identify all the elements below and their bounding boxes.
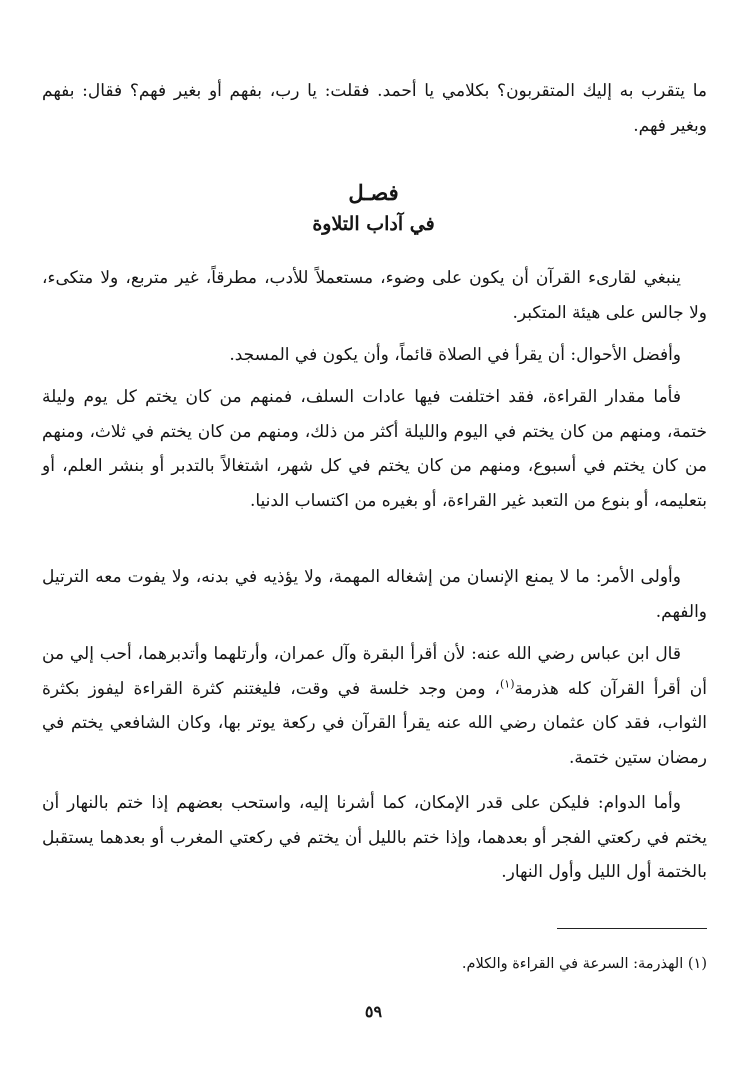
page-number: ٥٩: [364, 1002, 383, 1021]
intro-paragraph: ما يتقرب به إليك المتقربون؟ بكلامي يا أحمد. فقلت: يا رب، بفهم أو بغير فهم؟ فقال: بفهم وبغير فهم.: [42, 81, 707, 136]
footnote-divider: [557, 928, 707, 929]
paragraph-reader-etiquette: ينبغي لقارىء القرآن أن يكون على وضوء، مستعملاً للأدب، مطرقاً، غير متربع، ولا متكىء، ولا جالس على هيئة المتكبر.: [42, 268, 707, 323]
paragraph-ibn-abbas-text-end: ، ومن وجد خلسة في وقت، فليغتنم كثرة القراءة ليفوز بكثرة الثواب، فقد كان عثمان رضي الله عنه يقرأ القرآن في ركعة يوتر بها، وكان الشافعي يختم في رمضان ستين ختمة.: [42, 678, 707, 768]
section-subtitle: في آداب التلاوة: [312, 213, 435, 235]
paragraph-reading-amount: فأما مقدار القراءة، فقد اختلفت فيها عادات السلف، فمنهم من كان يختم كل يوم وليلة ختمة، ومنهم من كان يختم في اليوم والليلة أكثر من ذلك، ومنهم من كان يختم في ثلاث، ومنهم من كان يختم في أسبوع، ومنهم من كان يختم في كل شهر، اشتغالاً بالتدبر أو بنشر العلم، أو بتعليمه، أو بنوع من التعبد غير القراءة، أو بغيره من اكتساب الدنيا.: [42, 387, 707, 511]
paragraph-best-state: وأفضل الأحوال: أن يقرأ في الصلاة قائماً، وأن يكون في المسجد.: [229, 345, 681, 365]
section-title: فصـل: [348, 180, 399, 205]
footnote: (١) الهذرمة: السرعة في القراءة والكلام.: [461, 956, 707, 972]
paragraph-ibn-abbas: [42, 637, 707, 775]
footnote-reference: (١): [499, 676, 515, 690]
paragraph-ibn-abbas-text-start: قال ابن عباس رضي الله عنه: لأن أقرأ البقرة وآل عمران، وأرتلهما وأتدبرهما، أحب إلي من أن أقرأ القرآن كله هذرمة: [42, 644, 707, 699]
paragraph-continuity: وأما الدوام: فليكن على قدر الإمكان، كما أشرنا إليه، واستحب بعضهم إذا ختم بالنهار أن يختم في ركعتي الفجر أو بعدهما، وإذا ختم بالليل أن يختم في ركعتي المغرب أو بعدهما يستقبل بالختمة أول الليل وأول النهار.: [42, 793, 707, 882]
paragraph-priority: وأولى الأمر: ما لا يمنع الإنسان من إشغاله المهمة، ولا يؤذيه في بدنه، ولا يفوت معه الترتيل والفهم.: [42, 567, 707, 622]
